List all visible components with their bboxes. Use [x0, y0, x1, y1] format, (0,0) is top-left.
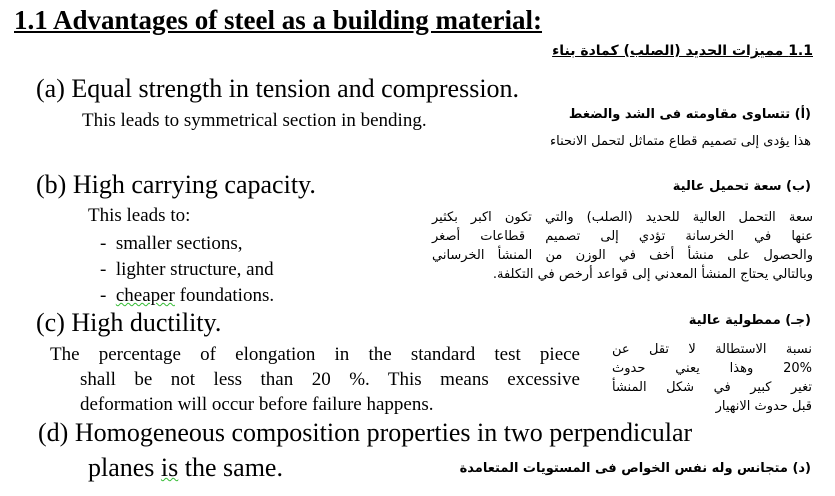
section-a-text: This leads to symmetrical section in bending. [82, 110, 427, 131]
section-b-arabic-heading: (ب) سعة تحميل عالية [672, 179, 811, 194]
section-d-heading-line2: planes is the same. [88, 453, 283, 482]
section-b-bullet-list [100, 231, 274, 309]
section-c-heading: (c) High ductility. [36, 308, 222, 337]
spellcheck-word: is [160, 453, 179, 482]
section-d-arabic-heading: (د) متجانس وله نفس الخواص فى المستويات المتعامدة [459, 461, 811, 476]
section-b-arabic-paragraph: سعة التحمل العالية للحديد (الصلب) والتي تكون اكبر بكثير عنها في الخرسانة تؤدي إلى تصميم قطاعات أصغر والحصول على منشأ أخف في الوزن من المنشأ الخرساني وبالتالي يحتاج المنشأ المعدني إلى قواعد أرخص في التكلفة. [432, 210, 813, 282]
arabic-page-title: 1.1 مميزات الحديد (الصلب) كمادة بناء [552, 43, 813, 59]
section-c-arabic-paragraph: نسبة الاستطالة لا تقل عن 20% وهذا يعني حدوث تغير كبير في شكل المنشأ قبل حدوث الانهيار [612, 342, 812, 414]
section-c-paragraph: The percentage of elongation in the standard test piece shall be not less than 20 %. This means excessive deformation will occur before failure happens. [50, 344, 580, 415]
list-item: - smaller sections, [100, 233, 243, 254]
list-item: - cheaper foundations. [100, 285, 275, 306]
section-b-intro: This leads to: [88, 205, 191, 226]
section-d-heading-line1: (d) Homogeneous composition properties in two perpendicular [38, 418, 693, 447]
page-title: 1.1 Advantages of steel as a building material: [14, 5, 543, 35]
section-a-heading: (a) Equal strength in tension and compression. [36, 74, 520, 103]
section-a-arabic-heading: (أ) تتساوى مقاومته فى الشد والضغط [568, 107, 811, 122]
spellcheck-word: cheaper [115, 285, 175, 306]
section-a-arabic-text: هذا يؤدى إلى تصميم قطاع متماثل لتحمل الانحناء [550, 134, 811, 149]
list-item: - lighter structure, and [100, 259, 274, 280]
section-b-heading: (b) High carrying capacity. [36, 170, 316, 199]
section-c-arabic-heading: (جـ) ممطولية عالية [688, 313, 811, 328]
